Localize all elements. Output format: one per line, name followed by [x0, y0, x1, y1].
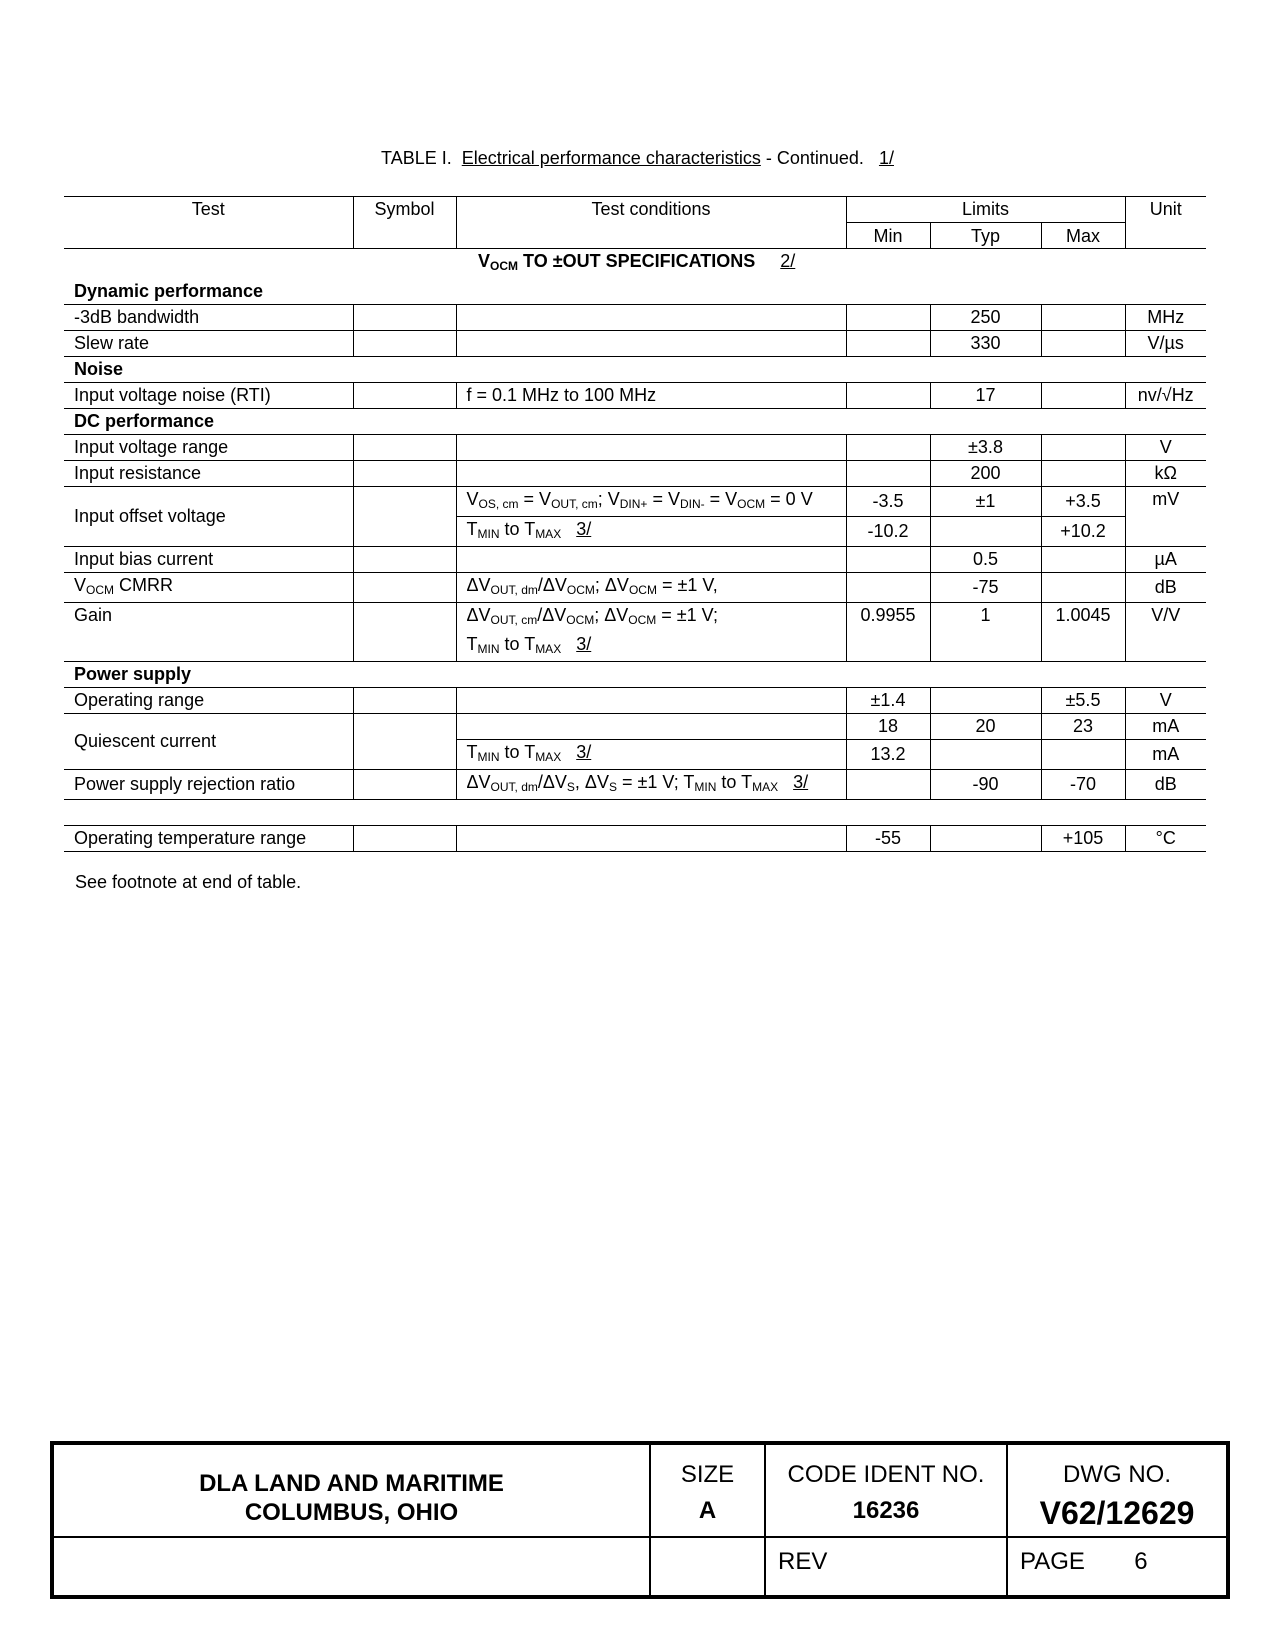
dwg-no-cell: [1008, 1445, 1226, 1538]
table-title-main: Electrical performance characteristics: [461, 148, 761, 168]
table-title-suffix: - Continued.: [765, 148, 864, 168]
table-row: $T_{MIN}$ to $T_{MAX}$ 3/ -10.2 +10.2: [64, 516, 1206, 546]
header-typ: Typ: [930, 223, 1041, 249]
size-cell: [651, 1445, 766, 1538]
title-block: [50, 1441, 1230, 1599]
header-unit: Unit: [1125, 197, 1206, 249]
section-dynamic: [64, 278, 1206, 304]
section-label: Dynamic performance: [64, 278, 1206, 304]
table-row: Input offset voltage $V_{OS, cm} = V_{OUT, cm}$; $V_{DIN+} = V_{DIN-} = V_{OCM} = 0$ V -3.5 ±1 +3.5 mV: [64, 486, 1206, 516]
header-limits: Limits: [846, 197, 1125, 223]
banner-row: [64, 249, 1206, 279]
size-label: SIZE: [680, 1461, 735, 1488]
table-row: Slew rate 330 V/µs: [64, 330, 1206, 356]
code-ident-label: CODE IDENT NO.: [787, 1461, 985, 1488]
table-row: Operating range ±1.4 ±5.5 V: [64, 687, 1206, 713]
code-ident-value: 16236: [852, 1497, 920, 1524]
table-row: -3dB bandwidth 250 MHz: [64, 304, 1206, 330]
page-number: 6: [1134, 1548, 1148, 1575]
section-label: Power supply: [64, 661, 1206, 687]
footnote: See footnote at end of table.: [75, 872, 302, 892]
header-max: Max: [1041, 223, 1125, 249]
vocm-banner: $V_{OCM}$ TO ±OUT SPECIFICATIONS 2/: [456, 249, 1206, 279]
section-power: [64, 661, 1206, 687]
header-symbol: Symbol: [353, 197, 456, 249]
table-row: Input resistance 200 kΩ: [64, 460, 1206, 486]
table-row: Input voltage range ±3.8 V: [64, 434, 1206, 460]
electrical-characteristics-table: [64, 196, 1206, 852]
table-row: Input bias current 0.5 µA: [64, 546, 1206, 572]
header-test: Test: [64, 197, 353, 249]
dwg-no-label: DWG NO.: [1063, 1461, 1171, 1488]
section-label: Noise: [64, 356, 1206, 382]
table-title-note: 1/: [878, 148, 894, 168]
table-row: Power supply rejection ratio $\Delta V_{OUT, dm}/\Delta V_S$, $\Delta V_S = \pm 1$ V; $T_{MIN}$ to $T_{MAX}$ 3/ -90 -70 dB: [64, 769, 1206, 799]
offset-condition: $V_{OS, cm} = V_{OUT, cm}$; $V_{DIN+} = V_{DIN-} = V_{OCM} = 0$ V: [456, 486, 846, 516]
header-conditions: Test conditions: [456, 197, 846, 249]
org-location: COLUMBUS, OHIO: [244, 1499, 459, 1526]
table-title-prefix: TABLE I.: [381, 148, 452, 168]
table-row: Quiescent current 18 20 23 mA: [64, 713, 1206, 739]
table-row: $V_{OCM}$ CMRR $\Delta V_{OUT, dm}/\Delta V_{OCM}$; $\Delta V_{OCM} = \pm 1$ V, -75 dB: [64, 572, 1206, 602]
page-cell: [1008, 1538, 1226, 1595]
size-value: A: [698, 1497, 717, 1524]
section-noise: [64, 356, 1206, 382]
rev-cell: [766, 1538, 1008, 1595]
table-row: Operating temperature range -55 +105 °C: [64, 825, 1206, 851]
table-row: Input voltage noise (RTI) f = 0.1 MHz to 100 MHz 17 nv/√Hz: [64, 382, 1206, 408]
org-name: DLA LAND AND MARITIME: [199, 1470, 504, 1497]
page-label: PAGE: [1020, 1548, 1085, 1575]
table-title: [0, 148, 1275, 169]
rev-label: REV: [778, 1548, 828, 1575]
section-dc: [64, 408, 1206, 434]
spacer-row: [64, 799, 1206, 825]
section-label: DC performance: [64, 408, 1206, 434]
dwg-no-value: V62/12629: [1039, 1495, 1195, 1531]
header-min: Min: [846, 223, 930, 249]
header-row: [64, 197, 1206, 223]
table-row: Gain $\Delta V_{OUT, cm}/\Delta V_{OCM}$; $\Delta V_{OCM} = \pm 1$ V; $T_{MIN}$ to $T_{MAX}$ 3/ 0.9955 1 1.0045 V/V: [64, 602, 1206, 661]
code-ident-cell: [766, 1445, 1008, 1538]
table-row: $T_{MIN}$ to $T_{MAX}$ 3/ 13.2 mA: [64, 739, 1206, 769]
organization: [54, 1445, 651, 1538]
